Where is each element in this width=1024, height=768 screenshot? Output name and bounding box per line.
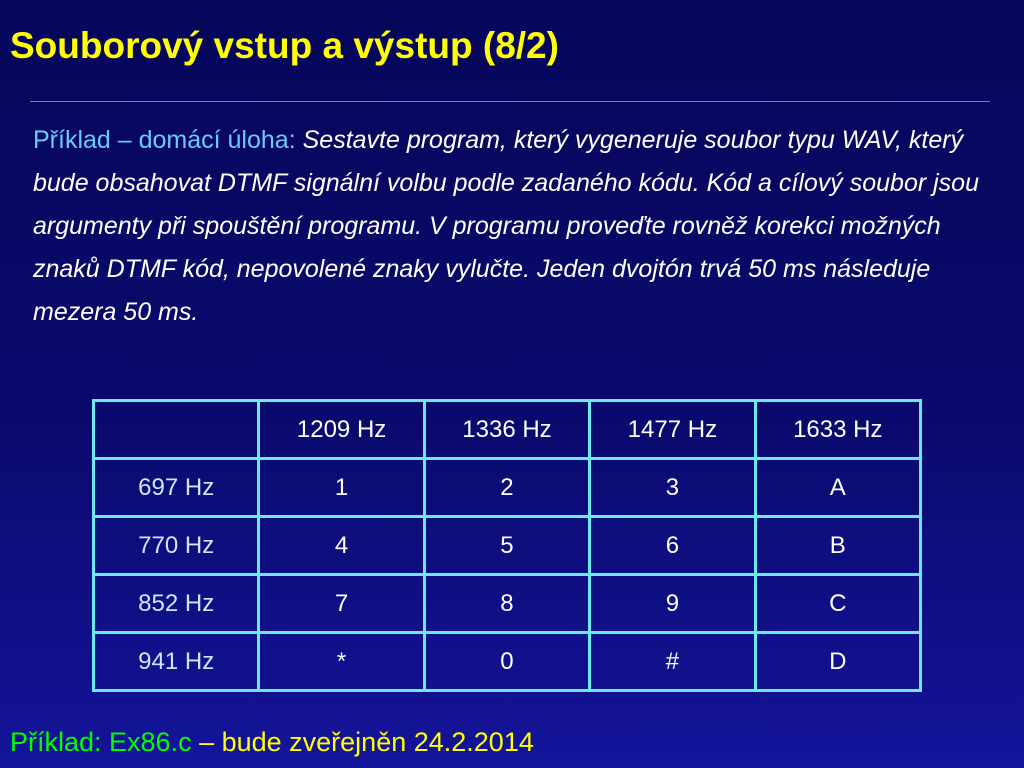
table-cell: # bbox=[590, 633, 755, 691]
dtmf-frequency-table bbox=[92, 399, 922, 692]
table-cell: 2 bbox=[424, 459, 589, 517]
table-cell: 6 bbox=[590, 517, 755, 575]
slide-title: Souborový vstup a výstup (8/2) bbox=[10, 25, 559, 66]
table-row bbox=[94, 633, 921, 691]
title-divider bbox=[30, 101, 990, 102]
table-row bbox=[94, 575, 921, 633]
table-cell: 5 bbox=[424, 517, 589, 575]
table-corner-cell bbox=[94, 401, 259, 459]
column-header: 1477 Hz bbox=[590, 401, 755, 459]
table-row bbox=[94, 517, 921, 575]
table-cell: 3 bbox=[590, 459, 755, 517]
table-cell: 8 bbox=[424, 575, 589, 633]
assignment-label: Příklad – domácí úloha: bbox=[33, 126, 296, 154]
assignment-description: Sestavte program, který vygeneruje soubor typu WAV, který bude obsahovat DTMF signální volbu podle zadaného kódu. Kód a cílový soubor jsou argumenty při spouštění programu. V programu proveďte rovněž korekci možných znaků DTMF kód, nepovolené znaky vylučte. Jeden dvojtón trvá 50 ms následuje mezera 50 ms. bbox=[33, 126, 979, 326]
table-cell: * bbox=[259, 633, 424, 691]
table-cell: 7 bbox=[259, 575, 424, 633]
footer-publish-date: – bude zveřejněn 24.2.2014 bbox=[191, 727, 534, 757]
row-header: 697 Hz bbox=[94, 459, 259, 517]
footer-example-file: Příklad: Ex86.c bbox=[10, 727, 192, 757]
table-cell: D bbox=[755, 633, 920, 691]
assignment-text bbox=[33, 119, 983, 334]
table-header-row bbox=[94, 401, 921, 459]
table-cell: 9 bbox=[590, 575, 755, 633]
table-cell: B bbox=[755, 517, 920, 575]
column-header: 1209 Hz bbox=[259, 401, 424, 459]
row-header: 941 Hz bbox=[94, 633, 259, 691]
row-header: 770 Hz bbox=[94, 517, 259, 575]
table-cell: 1 bbox=[259, 459, 424, 517]
table-cell: 4 bbox=[259, 517, 424, 575]
table-row bbox=[94, 459, 921, 517]
footer-note bbox=[10, 725, 534, 759]
row-header: 852 Hz bbox=[94, 575, 259, 633]
table-cell: 0 bbox=[424, 633, 589, 691]
table-cell: C bbox=[755, 575, 920, 633]
column-header: 1633 Hz bbox=[755, 401, 920, 459]
table-cell: A bbox=[755, 459, 920, 517]
column-header: 1336 Hz bbox=[424, 401, 589, 459]
